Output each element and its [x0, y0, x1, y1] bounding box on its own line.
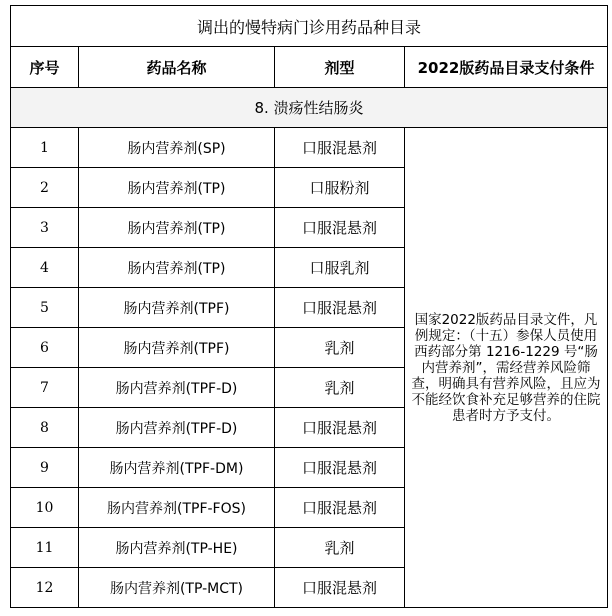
row-name: 肠内营养剂(TPF-D) — [79, 368, 275, 408]
row-form: 乳剂 — [275, 328, 405, 368]
payment-condition: 国家2022版药品目录文件，凡例规定：（十五）参保人员使用西药部分第 1216-1229 号“肠内营养剂”，需经营养风险筛查，明确具有营养风险，且应为不能经饮食补充足够营养的住院患者时方予支付。 — [405, 128, 608, 608]
header-seq: 序号 — [11, 47, 79, 88]
row-seq: 7 — [11, 368, 79, 408]
table-title-row — [11, 6, 608, 47]
header-form: 剂型 — [275, 47, 405, 88]
row-seq: 12 — [11, 568, 79, 608]
section-row — [11, 88, 608, 128]
row-seq: 11 — [11, 528, 79, 568]
row-name: 肠内营养剂(TP-MCT) — [79, 568, 275, 608]
row-form: 口服粉剂 — [275, 168, 405, 208]
row-seq: 4 — [11, 248, 79, 288]
row-name: 肠内营养剂(SP) — [79, 128, 275, 168]
header-condition: 2022版药品目录支付条件 — [405, 47, 608, 88]
section-title: 8. 溃疡性结肠炎 — [11, 88, 608, 128]
row-name: 肠内营养剂(TP) — [79, 168, 275, 208]
row-form: 口服混悬剂 — [275, 448, 405, 488]
row-name: 肠内营养剂(TPF) — [79, 288, 275, 328]
row-seq: 1 — [11, 128, 79, 168]
row-seq: 9 — [11, 448, 79, 488]
row-name: 肠内营养剂(TPF-DM) — [79, 448, 275, 488]
row-form: 口服混悬剂 — [275, 488, 405, 528]
header-name: 药品名称 — [79, 47, 275, 88]
row-seq: 2 — [11, 168, 79, 208]
row-name: 肠内营养剂(TPF) — [79, 328, 275, 368]
row-form: 口服混悬剂 — [275, 408, 405, 448]
row-seq: 3 — [11, 208, 79, 248]
header-row — [11, 47, 608, 88]
row-name: 肠内营养剂(TP) — [79, 208, 275, 248]
row-form: 口服混悬剂 — [275, 208, 405, 248]
row-form: 口服混悬剂 — [275, 288, 405, 328]
row-form: 乳剂 — [275, 368, 405, 408]
row-form: 口服混悬剂 — [275, 568, 405, 608]
row-name: 肠内营养剂(TP-HE) — [79, 528, 275, 568]
row-form: 口服乳剂 — [275, 248, 405, 288]
row-seq: 6 — [11, 328, 79, 368]
table-row — [11, 128, 608, 168]
row-name: 肠内营养剂(TPF-D) — [79, 408, 275, 448]
row-seq: 10 — [11, 488, 79, 528]
row-name: 肠内营养剂(TPF-FOS) — [79, 488, 275, 528]
table-title: 调出的慢特病门诊用药品种目录 — [11, 6, 608, 47]
row-name: 肠内营养剂(TP) — [79, 248, 275, 288]
row-seq: 5 — [11, 288, 79, 328]
row-seq: 8 — [11, 408, 79, 448]
row-form: 乳剂 — [275, 528, 405, 568]
drug-list-table — [10, 5, 608, 608]
row-form: 口服混悬剂 — [275, 128, 405, 168]
